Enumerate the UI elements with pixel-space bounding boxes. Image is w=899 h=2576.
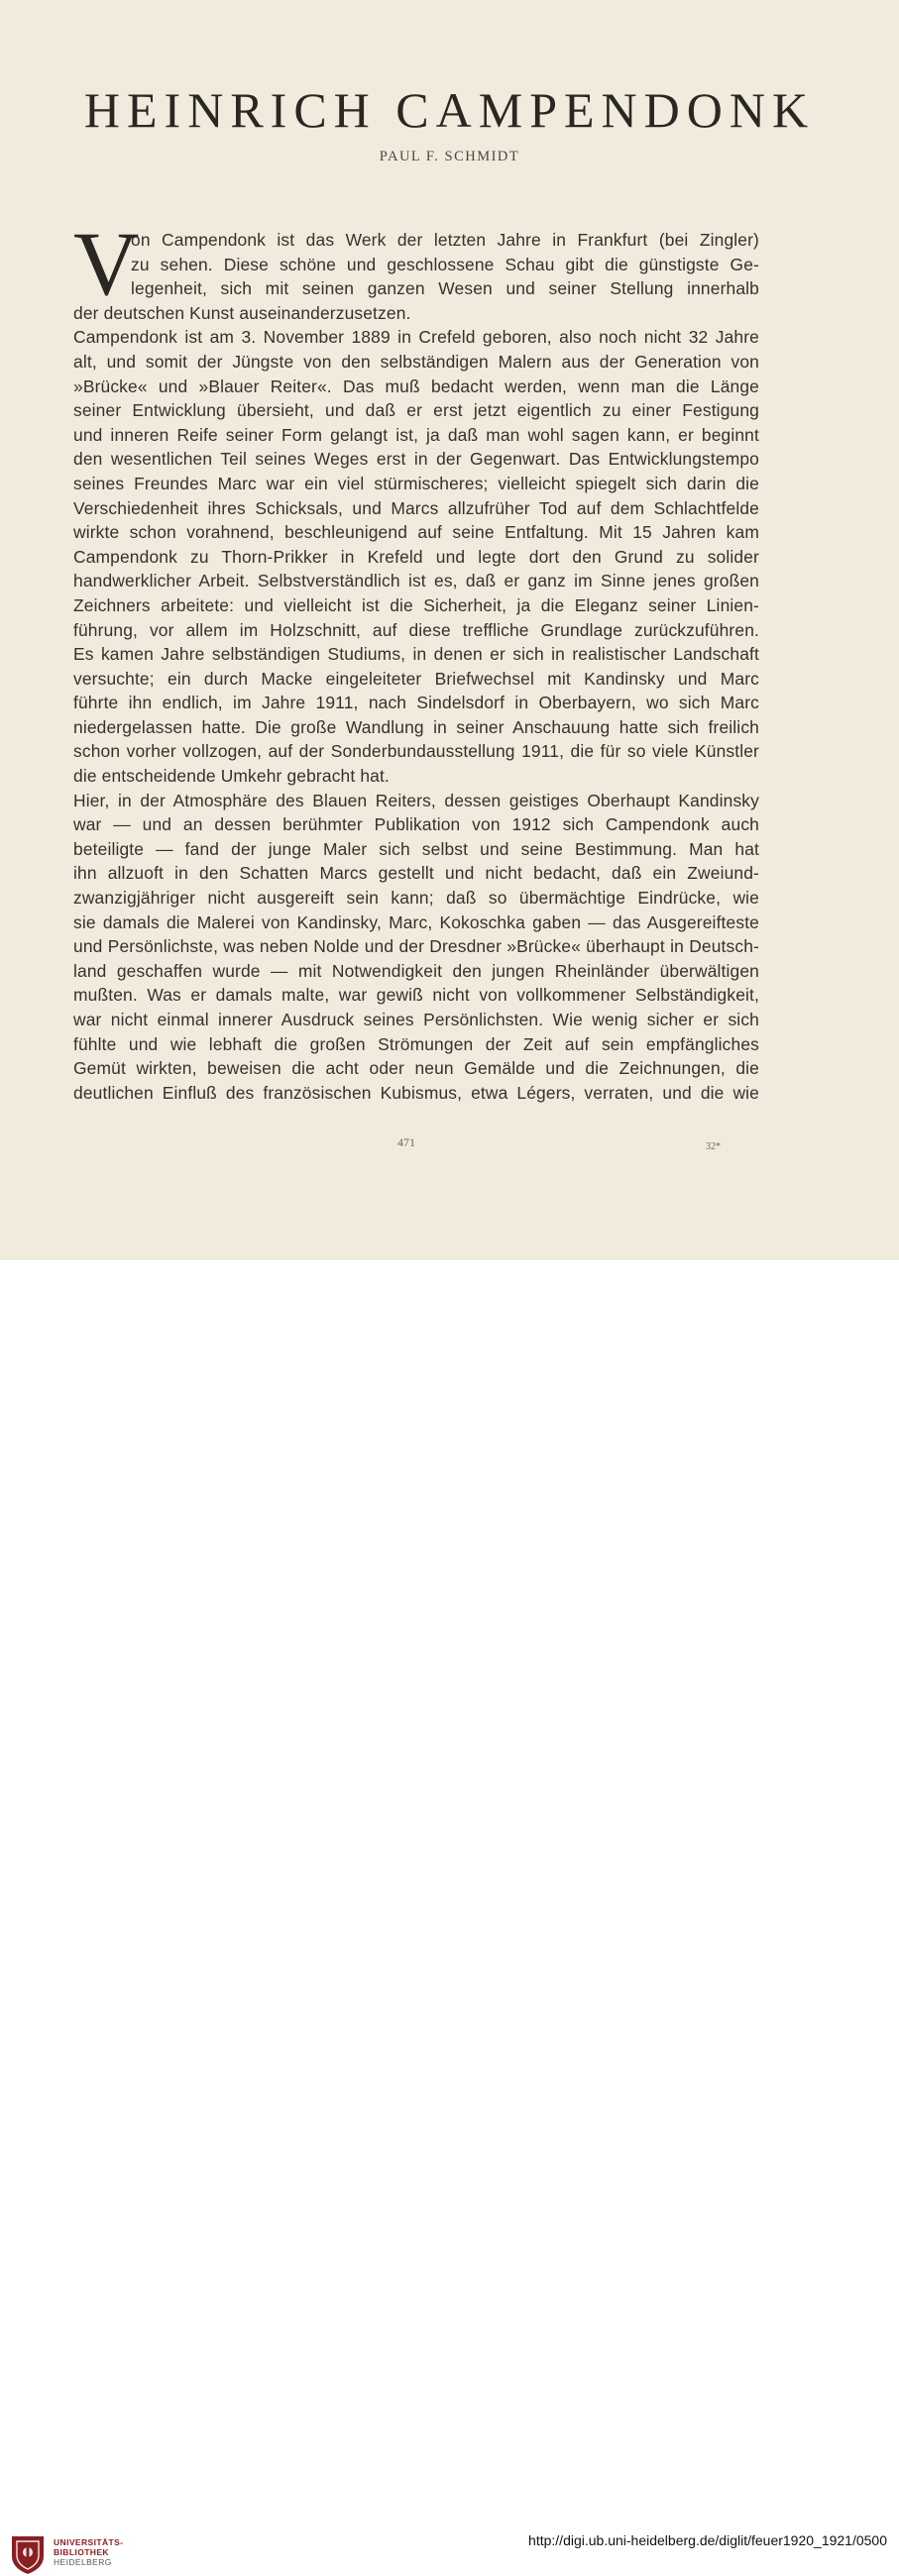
article-author: PAUL F. SCHMIDT xyxy=(379,149,520,164)
source-url-link[interactable]: http://digi.ub.uni-heidelberg.de/diglit/feuer1920_1921/0500 xyxy=(528,2532,887,2548)
text-line: die entscheidende Umkehr gebracht hat. xyxy=(73,766,390,787)
text-line: war nicht einmal innerer Ausdruck seines Persönlichsten. Wie wenig sicher er sich xyxy=(73,1010,759,1029)
text-line: zwanzigjähriger nicht ausgereift sein kann; daß so übermächtige Eindrücke, wie xyxy=(73,888,759,909)
text-line: war — und an dessen berühmter Publikation von 1912 sich Campendonk auch xyxy=(73,814,759,835)
university-seal-icon xyxy=(8,2530,48,2576)
text-line: land geschaffen wurde — mit Notwendigkeit den jungen Rheinländer überwältigen xyxy=(73,960,759,981)
text-line: Verschiedenheit ihres Schicksals, und Marcs allzufrüher Tod auf dem Schlachtfelde xyxy=(73,497,759,518)
text-line: deutlichen Einfluß des französischen Kubismus, etwa Légers, verraten, und die wie xyxy=(73,1082,759,1103)
library-name xyxy=(54,2537,123,2567)
article-title: HEINRICH CAMPENDONK xyxy=(83,82,816,138)
text-line: »Brücke« und »Blauer Reiter«. Das muß bedacht werden, wenn man die Länge xyxy=(73,376,759,396)
page-number: 471 xyxy=(397,1135,415,1149)
text-line: sie damals die Malerei von Kandinsky, Marc, Kokoschka gaben — das Ausgereifteste xyxy=(73,912,759,932)
library-line-2: BIBLIOTHEK xyxy=(54,2547,109,2557)
text-line: seiner Entwicklung übersieht, und daß er erst jetzt eigentlich zu einer Festigung xyxy=(73,400,759,421)
text-line: on Campendonk ist das Werk der letzten Jahre in Frankfurt (bei Zingler) xyxy=(131,230,759,250)
text-line: und Persönlichste, was neben Nolde und der Dresdner »Brücke« überhaupt in Deutsch- xyxy=(73,936,759,957)
library-line-3: HEIDELBERG xyxy=(54,2557,112,2567)
text-line: Zeichners arbeitete: und vielleicht ist die Sicherheit, ja die Eleganz seiner Linien- xyxy=(73,594,759,615)
text-line: und inneren Reife seiner Form gelangt ist, ja daß man wohl sagen kann, er beginnt xyxy=(73,424,759,445)
text-line: legenheit, sich mit seinen ganzen Wesen und seiner Stellung innerhalb xyxy=(131,278,759,299)
text-line: ihn allzuoft in den Schatten Marcs gestellt und nicht bedacht, daß ein Zweiund- xyxy=(73,863,759,884)
library-line-1: UNIVERSITÄTS- xyxy=(54,2537,124,2547)
text-line: seines Freundes Marc war ein viel stürmischeres; vielleicht spiegelt sich darin die xyxy=(73,473,759,493)
footer-bar xyxy=(0,1260,899,2567)
text-line: der deutschen Kunst auseinanderzusetzen. xyxy=(73,302,411,323)
printer-signature: 32* xyxy=(706,1141,721,1152)
article-body xyxy=(73,228,759,1105)
text-line: zu sehen. Diese schöne und geschlossene Schau gibt die günstigste Ge- xyxy=(131,254,759,274)
text-line: alt, und somit der Jüngste von den selbständigen Malern aus der Generation von xyxy=(73,351,759,372)
text-line: Campendonk ist am 3. November 1889 in Crefeld geboren, also noch nicht 32 Jahre xyxy=(73,327,759,348)
text-line: fühlte und wie lebhaft die großen Strömungen der Zeit auf sein empfängliches xyxy=(73,1033,759,1054)
text-line: führung, vor allem im Holzschnitt, auf diese treffliche Grundlage zurückzuführen. xyxy=(73,619,759,640)
text-line: wirkte schon vorahnend, beschleunigend auf seine Entfaltung. Mit 15 Jahren kam xyxy=(73,522,759,543)
text-line: Campendonk zu Thorn-Prikker in Krefeld und legte dort den Grund zu solider xyxy=(73,546,759,567)
text-line: Hier, in der Atmosphäre des Blauen Reiters, dessen geistiges Oberhaupt Kandinsky xyxy=(73,790,759,810)
document-page xyxy=(0,0,899,1260)
text-line: handwerklicher Arbeit. Selbstverständlich ist es, daß er ganz im Sinne jenes großen xyxy=(73,571,759,591)
drop-cap: V xyxy=(73,213,140,314)
text-line: mußten. Was er damals malte, war gewiß nicht von vollkommener Selbständigkeit, xyxy=(73,985,759,1006)
text-line: schon vorher vollzogen, auf der Sonderbundausstellung 1911, die für so viele Künstler xyxy=(73,741,759,762)
text-line: Es kamen Jahre selbständigen Studiums, in denen er sich in realistischer Landschaft xyxy=(73,644,759,665)
text-line: Gemüt wirkten, beweisen die acht oder neun Gemälde und die Zeichnungen, die xyxy=(73,1058,759,1079)
text-line: den wesentlichen Teil seines Weges erst in der Gegenwart. Das Entwicklungstempo xyxy=(73,449,759,470)
text-line: versuchte; ein durch Macke eingeleiteter Briefwechsel mit Kandinsky und Marc xyxy=(73,668,759,689)
text-line: beteiligte — fand der junge Maler sich selbst und seine Bestimmung. Man hat xyxy=(73,838,759,859)
text-line: führte ihn endlich, im Jahre 1911, nach Sindelsdorf in Oberbayern, wo sich Marc xyxy=(73,693,759,713)
text-line: niedergelassen hatte. Die große Wandlung in seiner Anschauung hatte sich freilich xyxy=(73,716,759,737)
